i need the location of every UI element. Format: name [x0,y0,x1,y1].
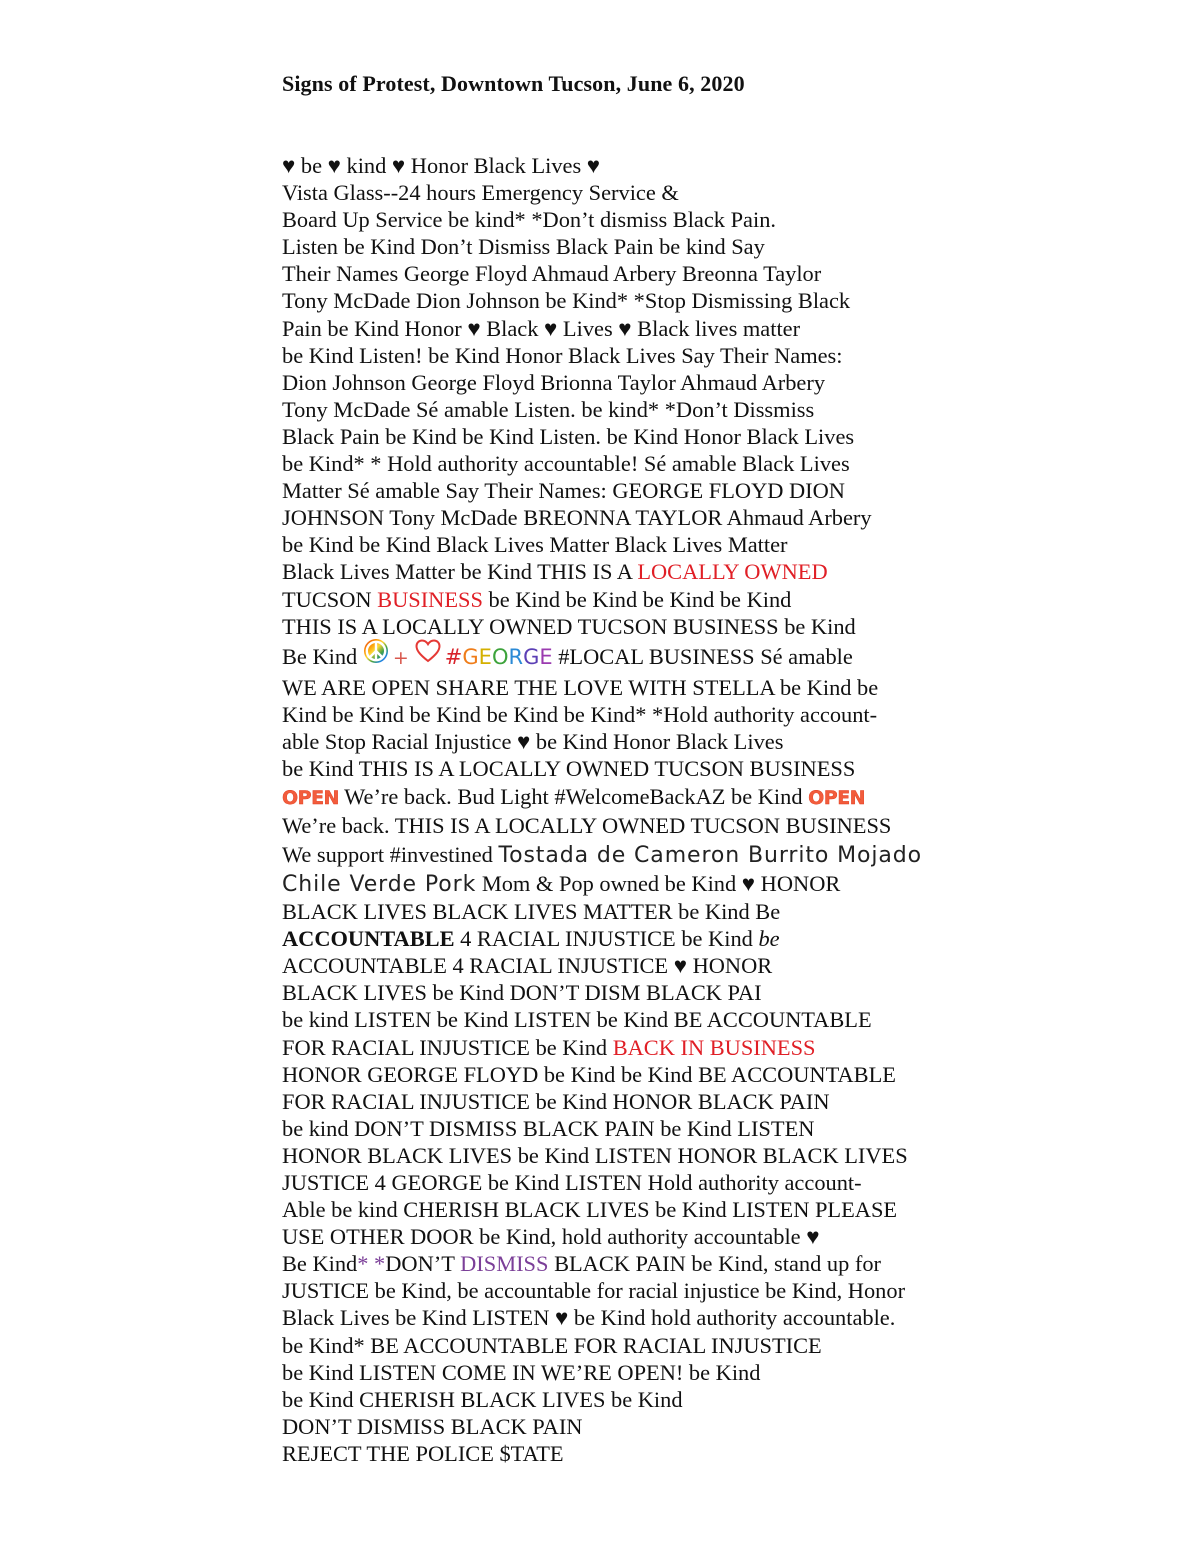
protest-signs-text [282,152,1182,1467]
text-line-27: Chile Verde Pork Mom & Pop owned be Kind ♥ HONOR [282,871,841,898]
text-line-25: We’re back. THIS IS A LOCALLY OWNED TUCSON BUSINESS [282,813,892,839]
text-line-43: Black Lives be Kind LISTEN ♥ be Kind hold authority accountable. [282,1305,896,1331]
text-line-35: FOR RACIAL INJUSTICE be Kind HONOR BLACK PAIN [282,1088,830,1114]
text-line-39: Able be kind CHERISH BLACK LIVES be Kind LISTEN PLEASE [282,1197,898,1223]
text-line-11: Black Pain be Kind be Kind Listen. be Kind Honor Black Lives [282,423,855,449]
text-line-9: Dion Johnson George Floyd Brionna Taylor Ahmaud Arbery [282,369,826,395]
text-line-45: be Kind LISTEN COME IN WE’RE OPEN! be Kind [282,1359,761,1385]
text-line-29: ACCOUNTABLE 4 RACIAL INJUSTICE be Kind be [282,926,780,952]
text-line-2: Vista Glass--24 hours Emergency Service & [282,180,679,206]
bold-text: ACCOUNTABLE [282,926,455,952]
text-line-13: Matter Sé amable Say Their Names: GEORGE FLOYD DION [282,478,845,504]
text-line-7: Pain be Kind Honor ♥ Black ♥ Lives ♥ Black lives matter [282,315,801,341]
text-line-36: be kind DON’T DISMISS BLACK PAIN be Kind LISTEN [282,1115,815,1141]
text-line-21: Kind be Kind be Kind be Kind be Kind* *Hold authority account- [282,701,878,727]
text-line-42: JUSTICE be Kind, be accountable for racial injustice be Kind, Honor [282,1278,906,1304]
italic-text: be [758,926,780,952]
text-line-5: Their Names George Floyd Ahmaud Arbery Breonna Taylor [282,261,822,287]
text-line-44: be Kind* BE ACCOUNTABLE FOR RACIAL INJUSTICE [282,1332,822,1358]
text-line-8: be Kind Listen! be Kind Honor Black Lives Say Their Names: [282,342,843,368]
open-badge: OPEN [282,787,339,810]
text-line-18: THIS IS A LOCALLY OWNED TUCSON BUSINESS be Kind [282,613,856,639]
text-line-15: be Kind be Kind Black Lives Matter Black Lives Matter [282,532,788,558]
heart-outline-icon [415,639,441,673]
text-line-6: Tony McDade Dion Johnson be Kind* *Stop Dismissing Black [282,288,851,314]
text-line-17: TUCSON BUSINESS be Kind be Kind be Kind be Kind [282,586,792,612]
text-line-26: We support #investined Tostada de Cameron Burrito Mojado [282,842,923,869]
text-line-47: DON’T DISMISS BLACK PAIN [282,1413,583,1439]
peace-icon [363,638,389,674]
purple-text: DISMISS [460,1251,549,1277]
text-line-41: Be Kind* *DON’T DISMISS BLACK PAIN be Kind, stand up for [282,1251,882,1277]
text-line-14: JOHNSON Tony McDade BREONNA TAYLOR Ahmaud Arbery [282,505,872,531]
document-title: Signs of Protest, Downtown Tucson, June 6, 2020 [282,71,745,96]
text-line-33: FOR RACIAL INJUSTICE be Kind BACK IN BUSINESS [282,1034,816,1060]
text-line-37: HONOR BLACK LIVES be Kind LISTEN HONOR BLACK LIVES [282,1142,908,1168]
text-line-24: OPEN We’re back. Bud Light #WelcomeBackAZ be Kind OPEN [282,784,866,810]
text-line-48: REJECT THE POLICE $TATE [282,1440,564,1466]
text-line-34: HONOR GEORGE FLOYD be Kind be Kind BE ACCOUNTABLE [282,1061,896,1087]
text-line-23: be Kind THIS IS A LOCALLY OWNED TUCSON BUSINESS [282,755,856,781]
text-line-1: ♥ be ♥ kind ♥ Honor Black Lives ♥ [282,153,601,178]
text-line-38: JUSTICE 4 GEORGE be Kind LISTEN Hold authority account- [282,1170,862,1195]
text-line-46: be Kind CHERISH BLACK LIVES be Kind [282,1386,683,1412]
handwritten-menu-text: Tostada de Cameron Burrito Mojado [498,843,923,869]
open-badge: OPEN [808,787,866,810]
text-line-32: be kind LISTEN be Kind LISTEN be Kind BE ACCOUNTABLE [282,1007,872,1033]
text-line-3: Board Up Service be kind* *Don’t dismiss Black Pain. [282,207,776,233]
text-line-28: BLACK LIVES BLACK LIVES MATTER be Kind Be [282,899,781,925]
text-line-10: Tony McDade Sé amable Listen. be kind* *Don’t Dissmiss [282,396,815,422]
plus-sign: + [392,646,409,669]
text-line-22: able Stop Racial Injustice ♥ be Kind Honor Black Lives [282,728,784,754]
text-line-40: USE OTHER DOOR be Kind, hold authority accountable ♥ [282,1224,820,1250]
handwritten-menu-text: Chile Verde Pork [282,872,477,898]
text-line-19: Be Kind + #GEORGE #LOCAL BUSINESS Sé amable [282,640,1182,674]
red-text: BUSINESS [377,586,483,612]
text-line-20: WE ARE OPEN SHARE THE LOVE WITH STELLA be Kind be [282,674,879,700]
red-text: LOCALLY OWNED [637,559,828,585]
text-line-4: Listen be Kind Don’t Dismiss Black Pain be kind Say [282,234,765,260]
text-line-16: Black Lives Matter be Kind THIS IS A LOCALLY OWNED [282,559,828,585]
george-hashtag: #GEORGE [444,644,553,669]
text-line-31: BLACK LIVES be Kind DON’T DISM BLACK PAI [282,980,762,1006]
purple-text: * * [357,1251,386,1277]
text-line-30: ACCOUNTABLE 4 RACIAL INJUSTICE ♥ HONOR [282,953,773,979]
red-text: BACK IN BUSINESS [612,1034,816,1060]
text-line-12: be Kind* * Hold authority accountable! Sé amable Black Lives [282,451,850,477]
